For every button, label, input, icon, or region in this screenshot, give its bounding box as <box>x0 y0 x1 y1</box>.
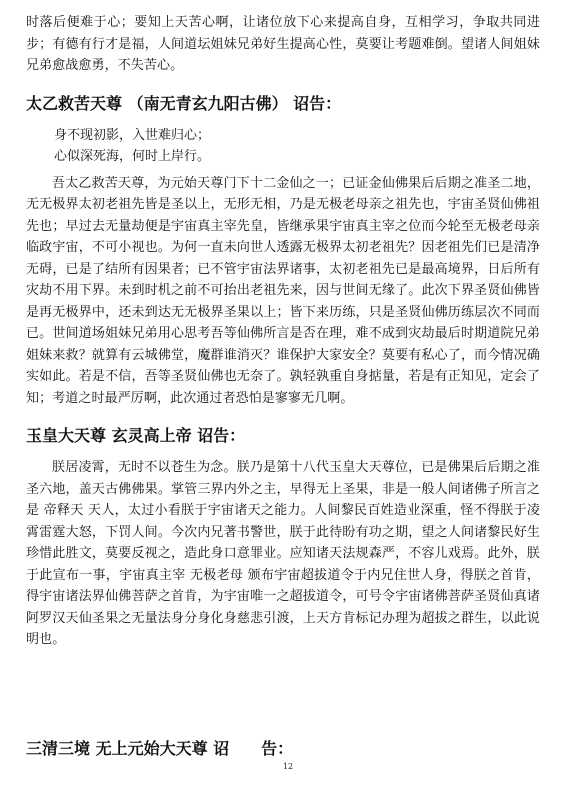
yuhuang-body-paragraph: 朕居凌霄，无时不以苍生为念。朕乃是第十八代玉皇大天尊位，已是佛果后后期之准圣六地，盖天古佛佛果。掌管三界内外之主，早得无上圣果，非是一般人间诸佛子所言之是 帝释天 天人，太过小看朕于宇宙诸天之能力。人间黎民百姓造业深重，怪不得朕于凌霄雷霆大怒，下罚人间。今次内兄著书警世，朕于此待盼有功之期，望之人间诸黎民好生珍惜此胜文，莫要反视之，造此身口意罪业。应知诸天法规森严，不容儿戏焉。此外，朕于此宣布一事，宇宙真主宰 无极老母 颁布宇宙超拔道令于内兄住世人身，得朕之首肯，得宇宙诸法界仙佛菩萨之首肯，为宇宙唯一之超拔道令，可号令宇宙诸佛菩萨圣贤仙真诸阿罗汉天仙圣果之无量法身分身化身慈悲引渡，上天方肯标记办理为超拔之群生，以此说明也。 <box>26 460 540 647</box>
section-heading-taiyi: 太乙救苦天尊 （南无青玄九阳古佛） 诏告： <box>26 93 342 113</box>
poem-line-2: 心似深死海，何时上岸行。 <box>54 148 211 164</box>
section-heading-yuhuang: 玉皇大天尊 玄灵高上帝 诏告： <box>26 426 246 445</box>
poem-block <box>26 125 540 167</box>
poem-line-1: 身不现初影，入世难归心； <box>54 127 211 143</box>
taiyi-body-paragraph: 吾太乙救苦天尊，为元始天尊门下十二金仙之一；已证金仙佛果后后期之准圣二地，无无极界太初老祖先皆是圣以上，无形无相，乃是无极老母亲之祖先也，宇宙圣贤仙佛祖先也；早过去无量劫便是宇宙真主宰先皇，皆继承果宇宙真主宰之位而今轮至无极老母亲临政宇宙，不可小视也。为何一直未向世人透露无极界太初老祖先？因老祖先们已是清净无碍，已是了结所有因果者；已不管宇宙法界诸事，太初老祖先已是最高境界，日后所有灾劫不用下界。未到时机之前不可抬出老祖先来，因与世间无缘了。此次下界圣贤仙佛皆是再无极界中，还未到达无无极界圣果以上；皆下来历练，只是圣贤仙佛历练层次不同而已。世间道场姐妹兄弟用心思考吾等仙佛所言是否在理，难不成到灾劫最后时期道院兄弟姐妹来救？就算有云城佛堂，魔群谁消灭？谁保护大家安全？莫要有私心了，而今情况确实如此。若是不信，吾等圣贤仙佛也无奈了。孰轻孰重自身掂量，若是有正知见，定会了知；考道之时最严厉啊，此次通过者恐怕是寥寥无几啊。 <box>26 175 540 406</box>
section-heading-sanqing: 三清三境 无上元始大天尊 诏 告： <box>26 739 294 758</box>
page-number: 12 <box>282 762 294 771</box>
intro-paragraph: 时落后便难于心；要知上天苦心啊，让诸位放下心来提高自身，互相学习，争取共同进步；有德有行才是福，人间道坛姐妹兄弟好生提高心性，莫要让考题难倒。望诸人间姐妹兄弟愈战愈勇，不失苦心。 <box>26 15 540 73</box>
